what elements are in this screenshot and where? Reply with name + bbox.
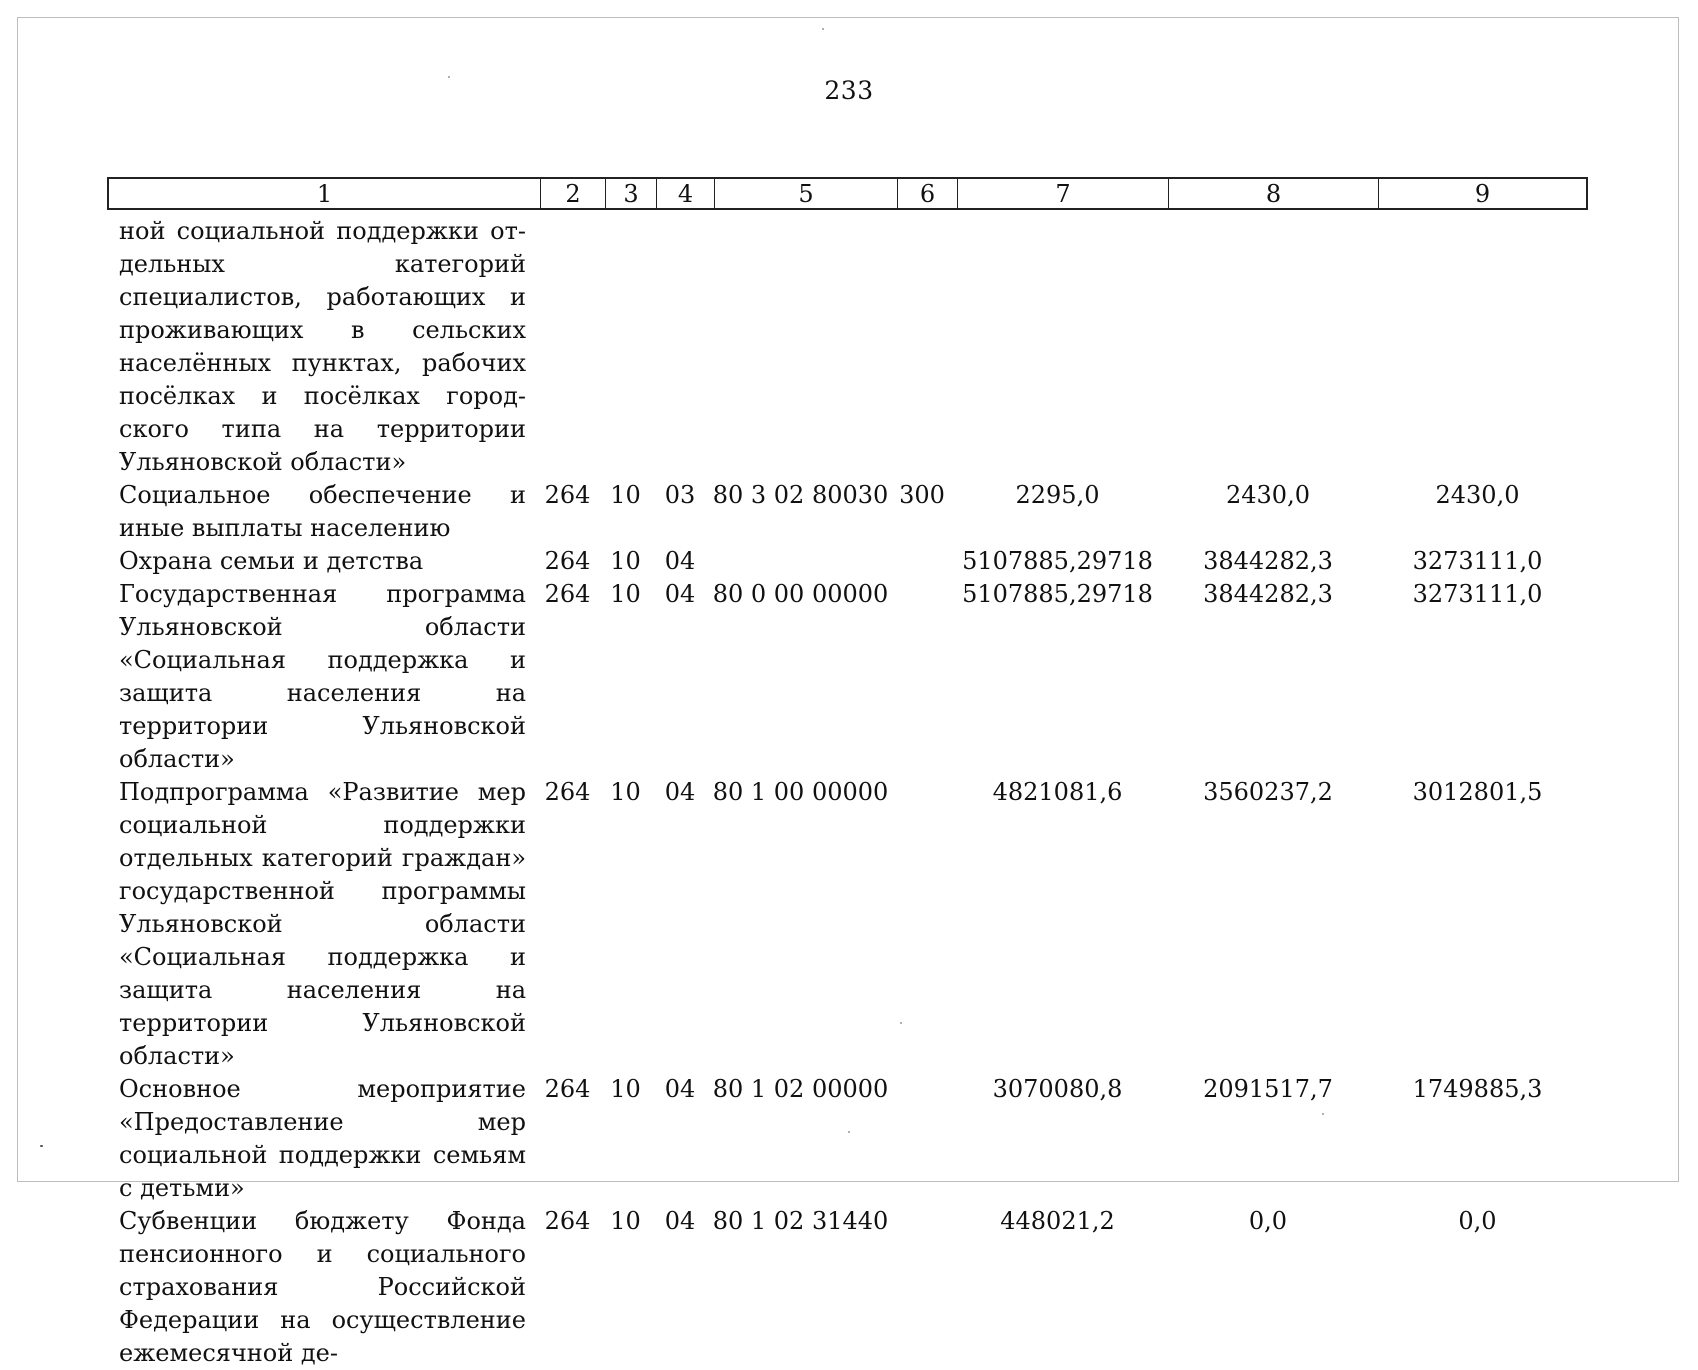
column-header-7: 7 <box>958 179 1169 208</box>
scan-speck <box>40 1145 43 1147</box>
cell-col4: 04 <box>664 580 696 608</box>
cell-col4: 04 <box>664 778 696 806</box>
cell-col9: 3273111,0 <box>1412 547 1543 575</box>
row-name: ной социальной поддержки отдельных категорий специалистов, работающих и проживающих в сельских населённых пунктах, рабочих посёлках и посёлках городского типа на территории Ульяновской области» <box>119 217 526 476</box>
cell-col8: 3560237,2 <box>1203 778 1333 806</box>
row-name: Охрана семьи и детства <box>119 547 424 575</box>
cell-col3: 10 <box>610 580 641 608</box>
scan-speck <box>1322 1113 1324 1115</box>
cell-col6 <box>892 1073 952 1205</box>
scan-speck <box>900 1022 902 1024</box>
cell-col6 <box>892 215 952 479</box>
column-header-9: 9 <box>1474 179 1491 208</box>
row-name: Государственная программа Ульяновской области «Социальная поддержка и защита населения на территории Ульяновской области» <box>119 580 526 773</box>
cell-col5: 80 1 00 00000 <box>712 778 889 806</box>
cell-col2: 264 <box>544 1075 591 1103</box>
column-header-3: 3 <box>606 179 657 208</box>
cell-col7: 5107885,29718 <box>962 580 1153 608</box>
cell-col3: 10 <box>610 778 641 806</box>
cell-col5 <box>709 215 892 479</box>
cell-col9: 0,0 <box>1458 1207 1497 1235</box>
table-row <box>107 1205 1582 1370</box>
cell-col2: 264 <box>544 778 591 806</box>
cell-col8: 0,0 <box>1248 1207 1288 1235</box>
column-header-6: 6 <box>898 179 958 208</box>
cell-col4 <box>651 215 709 479</box>
table-header <box>107 177 1588 210</box>
cell-col2: 264 <box>544 547 591 575</box>
column-header-8: 8 <box>1169 179 1379 208</box>
table-body <box>107 215 1582 1370</box>
cell-col3: 10 <box>610 1207 641 1235</box>
cell-col8: 3844282,3 <box>1203 580 1333 608</box>
column-header-2: 2 <box>541 179 606 208</box>
cell-col8: 3844282,3 <box>1203 547 1333 575</box>
row-name: Субвенции бюджету Фонда пенсионного и социального страхования Российской Федерации на осуществление ежемесячной де- <box>119 1207 526 1367</box>
table-row <box>107 578 1582 776</box>
cell-col7: 4821081,6 <box>992 778 1123 806</box>
cell-col3: 10 <box>610 481 641 509</box>
cell-col9: 3273111,0 <box>1412 580 1543 608</box>
cell-col5: 80 1 02 00000 <box>712 1075 889 1103</box>
cell-col2: 264 <box>544 580 591 608</box>
row-name: Основное мероприятие «Предоставление мер социальной поддержки семьям с детьми» <box>119 1075 526 1202</box>
cell-col8: 2430,0 <box>1226 481 1310 509</box>
scan-speck <box>822 28 824 30</box>
table-row <box>107 479 1582 545</box>
column-header-4: 4 <box>657 179 715 208</box>
cell-col6 <box>892 545 952 578</box>
cell-col9: 1749885,3 <box>1412 1075 1543 1103</box>
cell-col4: 04 <box>664 1207 696 1235</box>
cell-col7 <box>952 215 1163 479</box>
cell-col4: 04 <box>664 547 696 575</box>
table-row <box>107 776 1582 1073</box>
cell-col2: 264 <box>544 1207 591 1235</box>
table-row <box>107 1073 1582 1205</box>
cell-col4: 03 <box>664 481 696 509</box>
table-row <box>107 215 1582 479</box>
cell-col5: 80 3 02 80030 <box>712 481 889 509</box>
row-name: Социальное обеспечение и иные выплаты населению <box>119 481 526 542</box>
cell-col9: 2430,0 <box>1435 481 1520 509</box>
row-name: Подпрограмма «Развитие мер социальной поддержки отдельных категорий граждан» государственной программы Ульяновской области «Социальная поддержка и защита населения на территории Ульяновской области» <box>119 778 526 1070</box>
column-header-5: 5 <box>715 179 898 208</box>
page-number: 233 <box>824 76 874 105</box>
cell-col3: 10 <box>610 1075 641 1103</box>
cell-col5: 80 1 02 31440 <box>712 1207 889 1235</box>
cell-col7: 448021,2 <box>1000 1207 1115 1235</box>
cell-col2: 264 <box>544 481 591 509</box>
cell-col9: 3012801,5 <box>1412 778 1543 806</box>
scan-speck <box>848 1131 850 1133</box>
cell-col5: 80 0 00 00000 <box>712 580 889 608</box>
cell-col7: 2295,0 <box>1015 481 1100 509</box>
cell-col2 <box>535 215 600 479</box>
table-row <box>107 545 1582 578</box>
cell-col8: 2091517,7 <box>1203 1075 1333 1103</box>
cell-col6 <box>892 776 952 1073</box>
cell-col7: 3070080,8 <box>992 1075 1123 1103</box>
cell-col9 <box>1373 215 1582 479</box>
cell-col5 <box>709 545 892 578</box>
cell-col6: 300 <box>899 481 945 509</box>
cell-col6 <box>892 1205 952 1370</box>
cell-col8 <box>1163 215 1373 479</box>
cell-col7: 5107885,29718 <box>962 547 1153 575</box>
cell-col3 <box>600 215 651 479</box>
cell-col4: 04 <box>664 1075 696 1103</box>
column-header-1: 1 <box>109 179 541 208</box>
cell-col3: 10 <box>610 547 641 575</box>
cell-col6 <box>892 578 952 776</box>
scan-speck <box>448 76 450 78</box>
